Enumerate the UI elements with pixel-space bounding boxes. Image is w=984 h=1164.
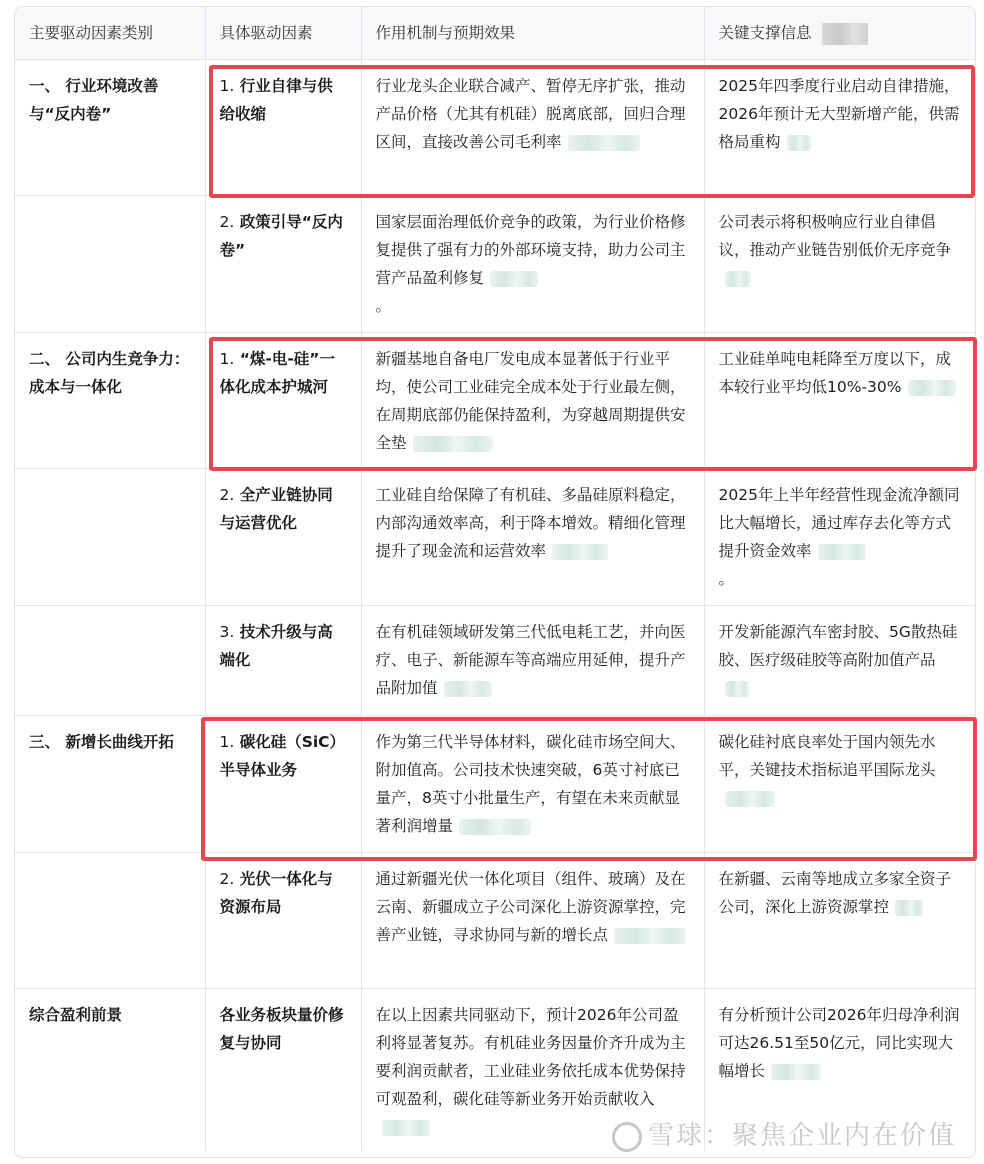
support-cell: 碳化硅衬底良率处于国内领先水平，关键技术指标追平国际龙头 [704, 716, 975, 853]
watermark: 雪球：聚焦企业内在价值 [612, 1115, 956, 1152]
category-cell [15, 853, 205, 989]
category-cell: 综合盈利前景 [15, 989, 205, 1152]
support-cell: 有分析预计公司2026年归母净利润可达26.51至50亿元，同比实现大幅增长 [704, 989, 975, 1152]
redacted-citation [725, 791, 775, 807]
redacted-citation [787, 135, 811, 151]
support-cell: 2025年上半年经营性现金流净额同比大幅增长，通过库存去化等方式提升资金效率 。 [704, 469, 975, 606]
redacted-citation [725, 681, 749, 697]
mechanism-cell: 在以上因素共同驱动下，预计2026年公司盈利将显著复苏。有机硅业务因量价齐升成为主要利润贡献者，工业硅业务依托成本优势保持可观盈利，碳化硅等新业务开始贡献收入 [361, 989, 704, 1152]
category-cell [15, 469, 205, 606]
factor-cell: 1. 行业自律与供给收缩 [205, 60, 361, 196]
xueqiu-logo-icon [612, 1122, 642, 1152]
table-row [15, 606, 975, 716]
redacted-citation [908, 380, 956, 396]
header-factor: 具体驱动因素 [205, 7, 361, 60]
redacted-citation [444, 681, 492, 697]
mechanism-cell: 在有机硅领域研发第三代低电耗工艺，并向医疗、电子、新能源车等高端应用延伸，提升产品附加值 [361, 606, 704, 716]
support-cell: 2025年四季度行业启动自律措施，2026年预计无大型新增产能，供需格局重构 [704, 60, 975, 196]
redacted-citation [552, 544, 608, 560]
table-row [15, 333, 975, 469]
support-cell: 公司表示将积极响应行业自律倡议，推动产业链告别低价无序竞争 [704, 196, 975, 333]
driver-table-container [14, 6, 976, 1158]
redacted-citation [614, 928, 686, 944]
redacted-citation [818, 544, 866, 560]
header-category: 主要驱动因素类别 [15, 7, 205, 60]
factor-cell: 2. 光伏一体化与资源布局 [205, 853, 361, 989]
mechanism-cell: 行业龙头企业联合减产、暂停无序扩张，推动产品价格（尤其有机硅）脱离底部，回归合理区间，直接改善公司毛利率 [361, 60, 704, 196]
redacted-source-mark [822, 23, 868, 45]
factor-cell: 1. “煤-电-硅”一体化成本护城河 [205, 333, 361, 469]
redacted-citation [382, 1120, 430, 1136]
factor-cell: 3. 技术升级与高端化 [205, 606, 361, 716]
support-cell: 工业硅单吨电耗降至万度以下，成本较行业平均低10%-30% [704, 333, 975, 469]
mechanism-cell: 国家层面治理低价竞争的政策，为行业价格修复提供了强有力的外部环境支持，助力公司主营产品盈利修复 。 [361, 196, 704, 333]
table-header-row [15, 7, 975, 60]
factor-cell: 2. 全产业链协同与运营优化 [205, 469, 361, 606]
redacted-citation [771, 1064, 821, 1080]
redacted-citation [568, 135, 640, 151]
category-cell: 一、 行业环境改善与“反内卷” [15, 60, 205, 196]
category-cell: 三、 新增长曲线开拓 [15, 716, 205, 853]
mechanism-cell: 通过新疆光伏一体化项目（组件、玻璃）及在云南、新疆成立子公司深化上游资源掌控，完善产业链，寻求协同与新的增长点 [361, 853, 704, 989]
factor-cell: 1. 碳化硅（SiC）半导体业务 [205, 716, 361, 853]
support-cell: 开发新能源汽车密封胶、5G散热硅胶、医疗级硅胶等高附加值产品 [704, 606, 975, 716]
support-cell: 在新疆、云南等地成立多家全资子公司，深化上游资源掌控 [704, 853, 975, 989]
table-row [15, 716, 975, 853]
category-cell [15, 606, 205, 716]
redacted-citation [413, 436, 493, 452]
mechanism-cell: 工业硅自给保障了有机硅、多晶硅原料稳定，内部沟通效率高，利于降本增效。精细化管理提升了现金流和运营效率 [361, 469, 704, 606]
header-mechanism: 作用机制与预期效果 [361, 7, 704, 60]
redacted-citation [895, 900, 923, 916]
mechanism-cell: 作为第三代半导体材料，碳化硅市场空间大、附加值高。公司技术快速突破，6英寸衬底已量产，8英寸小批量生产，有望在未来贡献显著利润增量 [361, 716, 704, 853]
table-row [15, 469, 975, 606]
driver-table [15, 7, 975, 1151]
header-support: 关键支撑信息 [704, 7, 975, 60]
factor-cell: 2. 政策引导“反内卷” [205, 196, 361, 333]
mechanism-cell: 新疆基地自备电厂发电成本显著低于行业平均，使公司工业硅完全成本处于行业最左侧，在周期底部仍能保持盈利，为穿越周期提供安全垫 [361, 333, 704, 469]
table-row [15, 60, 975, 196]
redacted-citation [725, 271, 751, 287]
factor-cell: 各业务板块量价修复与协同 [205, 989, 361, 1152]
redacted-citation [490, 271, 538, 287]
category-cell [15, 196, 205, 333]
redacted-citation [459, 819, 531, 835]
category-cell: 二、 公司内生竞争力：成本与一体化 [15, 333, 205, 469]
table-row [15, 196, 975, 333]
table-row [15, 853, 975, 989]
